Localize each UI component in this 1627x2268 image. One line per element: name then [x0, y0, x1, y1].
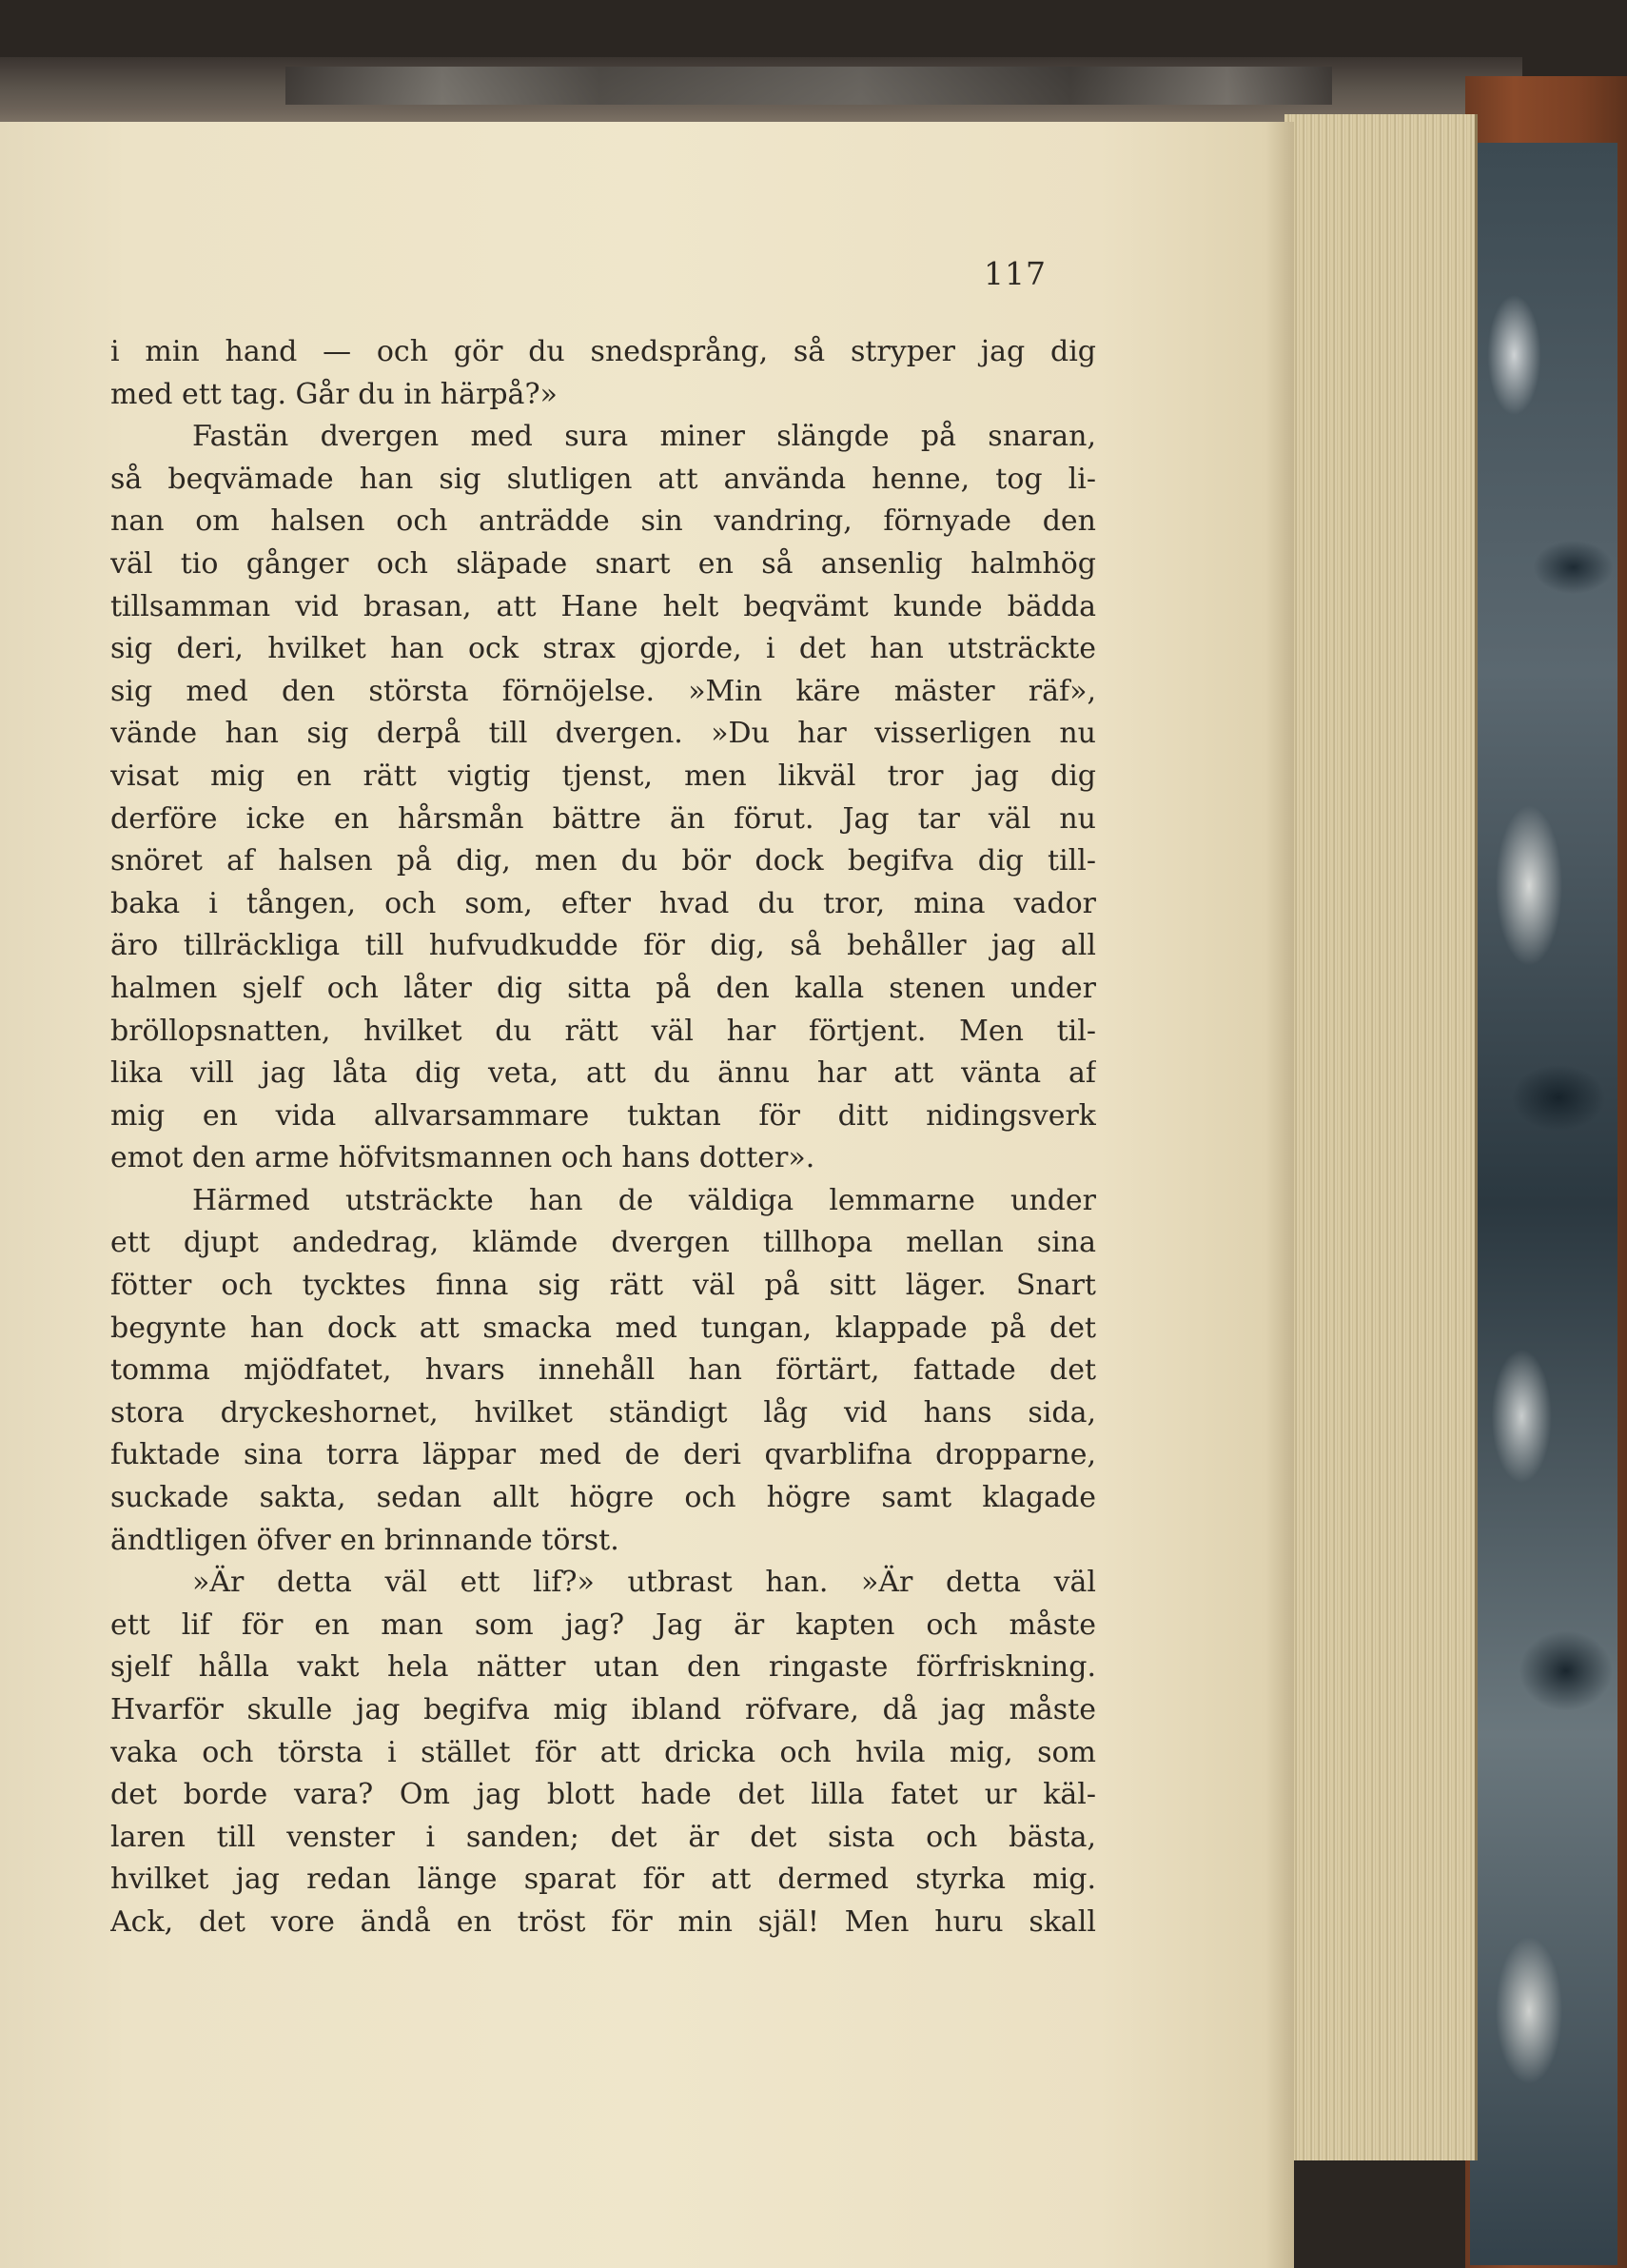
text-line: Ack, det vore ändå en tröst för min själ! Men huru skall [110, 1904, 1096, 1939]
text-line: fuktade sina torra läppar med de deri qvarblifna dropparne, [110, 1438, 1096, 1472]
text-line: så beqvämade han sig slutligen att använda henne, tog li- [110, 462, 1096, 496]
text-line: visat mig en rätt vigtig tjenst, men likväl tror jag dig [110, 759, 1096, 793]
text-line: sig deri, hvilket han ock strax gjorde, i det han utsträckte [110, 632, 1096, 666]
text-line: laren till venster i sanden; det är det sista och bästa, [110, 1820, 1096, 1854]
text-line: nan om halsen och anträdde sin vandring, förnyade den [110, 504, 1096, 539]
body-text [110, 331, 1096, 1944]
text-line: ett djupt andedrag, klämde dvergen tillhopa mellan sina [110, 1226, 1096, 1260]
spine-band [285, 67, 1332, 105]
page-edges [1284, 114, 1478, 2160]
text-line: stora dryckeshornet, hvilket ständigt låg vid hans sida, [110, 1395, 1096, 1430]
text-line: Fastän dvergen med sura miner slängde på snaran, [192, 420, 1096, 454]
text-line: väl tio gånger och släpade snart en så ansenlig halmhög [110, 546, 1096, 581]
text-line: vände han sig derpå till dvergen. »Du har visserligen nu [110, 717, 1096, 751]
text-line: med ett tag. Går du in härpå?» [110, 377, 558, 411]
text-line: ett lif för en man som jag? Jag är kapten och måste [110, 1607, 1096, 1642]
text-line: derföre icke en hårsmån bättre än förut. Jag tar väl nu [110, 801, 1096, 836]
text-line: emot den arme höfvitsmannen och hans dotter». [110, 1141, 815, 1175]
text-line: begynte han dock att smacka med tungan, klappade på det [110, 1311, 1096, 1345]
text-line: fötter och tycktes finna sig rätt väl på sitt läger. Snart [110, 1269, 1096, 1303]
text-line: tillsamman vid brasan, att Hane helt beqvämt kunde bädda [110, 589, 1096, 623]
marbled-endpaper [1470, 143, 1617, 2265]
text-line: det borde vara? Om jag blott hade det lilla fatet ur käl- [110, 1778, 1096, 1812]
page-gutter-shadow [1265, 122, 1294, 2268]
text-line: ändtligen öfver en brinnande törst. [110, 1523, 619, 1557]
text-line: vaka och törsta i stället för att dricka och hvila mig, som [110, 1735, 1096, 1769]
text-line: halmen sjelf och låter dig sitta på den kalla stenen under [110, 971, 1096, 1005]
text-line: i min hand — och gör du snedsprång, så stryper jag dig [110, 335, 1096, 368]
text-line: lika vill jag låta dig veta, att du ännu har att vänta af [110, 1056, 1096, 1091]
text-line: sig med den största förnöjelse. »Min käre mäster räf», [110, 674, 1096, 708]
text-line: äro tillräckliga till hufvudkudde för dig, så behåller jag all [110, 929, 1096, 963]
text-line: suckade sakta, sedan allt högre och högre samt klagade [110, 1481, 1096, 1515]
page-number: 117 [984, 255, 1047, 292]
text-line: »Är detta väl ett lif?» utbrast han. »Är detta väl [192, 1566, 1096, 1600]
text-line: Härmed utsträckte han de väldiga lemmarne under [192, 1183, 1096, 1217]
text-line: tomma mjödfatet, hvars innehåll han förtärt, fattade det [110, 1353, 1096, 1388]
text-line: Hvarför skulle jag begifva mig ibland röfvare, då jag måste [110, 1693, 1096, 1726]
text-line: sjelf hålla vakt hela nätter utan den ringaste förfriskning. [110, 1650, 1096, 1685]
text-line: bröllopsnatten, hvilket du rätt väl har förtjent. Men til- [110, 1014, 1096, 1048]
text-line: snöret af halsen på dig, men du bör dock begifva dig till- [110, 844, 1096, 878]
text-line: mig en vida allvarsammare tuktan för ditt nidingsverk [110, 1098, 1096, 1133]
text-line: hvilket jag redan länge sparat för att dermed styrka mig. [110, 1863, 1096, 1897]
text-line: baka i tången, och som, efter hvad du tror, mina vador [110, 886, 1096, 920]
